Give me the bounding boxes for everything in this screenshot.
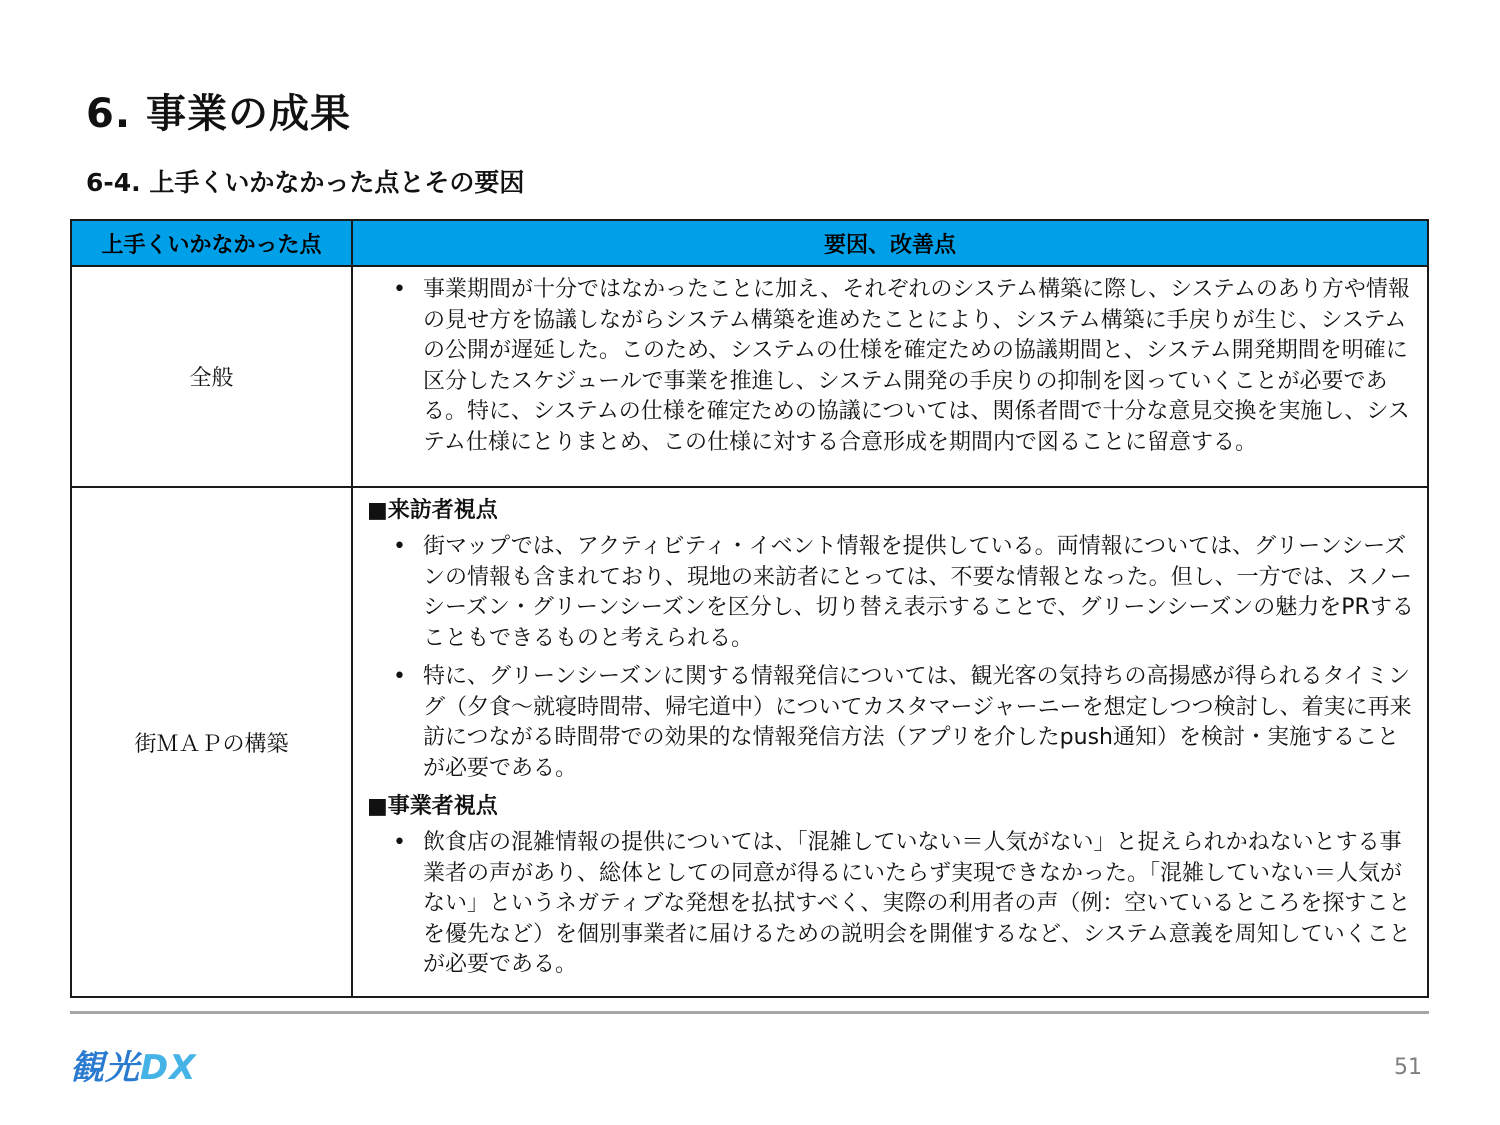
column-header-cause: 要因、改善点 [352,220,1428,266]
issues-table [70,219,1429,998]
row-label: 全般 [71,266,352,487]
bullet-icon: • [393,830,406,855]
bullet-icon: • [393,277,406,302]
bullet-text: 特に、グリーンシーズンに関する情報発信については、観光客の気持ちの高揚感が得られるタイミング（夕食～就寝時間帯、帰宅道中）についてカスタマージャーニーを想定しつつ検討し、着実に再来訪につながる時間帯での効果的な情報発信方法（アプリを介したpush通知）を検討・実施することが必要である。 [423,664,1412,781]
bullet-text: 飲食店の混雑情報の提供については、「混雑していない＝人気がない」と捉えられかねないとする事業者の声があり、総体としての同意が得るにいたらず実現できなかった。「混雑していない＝人気がない」というネガティブな発想を払拭すべく、実際の利用者の声（例：空いているところを探すことを優先など）を個別事業者に届けるための説明会を開催するなど、システム意義を周知していくことが必要である。 [423,830,1411,977]
kanko-dx-logo [70,1040,196,1089]
section-subtitle: 6-4. 上手くいかなかった点とその要因 [86,168,525,197]
list-item [367,532,1419,654]
list-item [367,828,1419,981]
subsection-heading: ■来訪者視点 [367,498,498,523]
page-title: 6. 事業の成果 [86,91,351,137]
list-item [367,662,1419,784]
page-number: 51 [1394,1055,1422,1080]
footer-divider [70,1011,1429,1014]
table-header-row [71,220,1428,266]
logo-text: 観光 [70,1048,140,1088]
table-row-map [71,487,1428,997]
list-item [367,275,1419,458]
bullet-icon: • [393,534,406,559]
bullet-text: 街マップでは、アクティビティ・イベント情報を提供している。両情報については、グリーンシーズンの情報も含まれており、現地の来訪者にとっては、不要な情報となった。但し、一方では、スノーシーズン・グリーンシーズンを区分し、切り替え表示することで、グリーンシーズンの魅力をPRすることもできるものと考えられる。 [423,534,1414,651]
row-content [352,266,1428,487]
column-header-issue: 上手くいかなかった点 [71,220,352,266]
bullet-icon: • [393,664,406,689]
row-content [352,487,1428,997]
logo-dx-text: DX [140,1048,197,1088]
row-label: 街ＭＡＰの構築 [71,487,352,997]
bullet-text: 事業期間が十分ではなかったことに加え、それぞれのシステム構築に際し、システムのあり方や情報の見せ方を協議しながらシステム構築を進めたことにより、システム構築に手戻りが生じ、システムの公開が遅延した。このため、システムの仕様を確定ための協議期間と、システム開発期間を明確に区分したスケジュールで事業を推進し、システム開発の手戻りの抑制を図っていくことが必要である。特に、システムの仕様を確定ための協議については、関係者間で十分な意見交換を実施し、システム仕様にとりまとめ、この仕様に対する合意形成を期間内で図ることに留意する。 [423,277,1410,455]
table-row-general [71,266,1428,487]
subsection-heading: ■事業者視点 [367,794,498,819]
